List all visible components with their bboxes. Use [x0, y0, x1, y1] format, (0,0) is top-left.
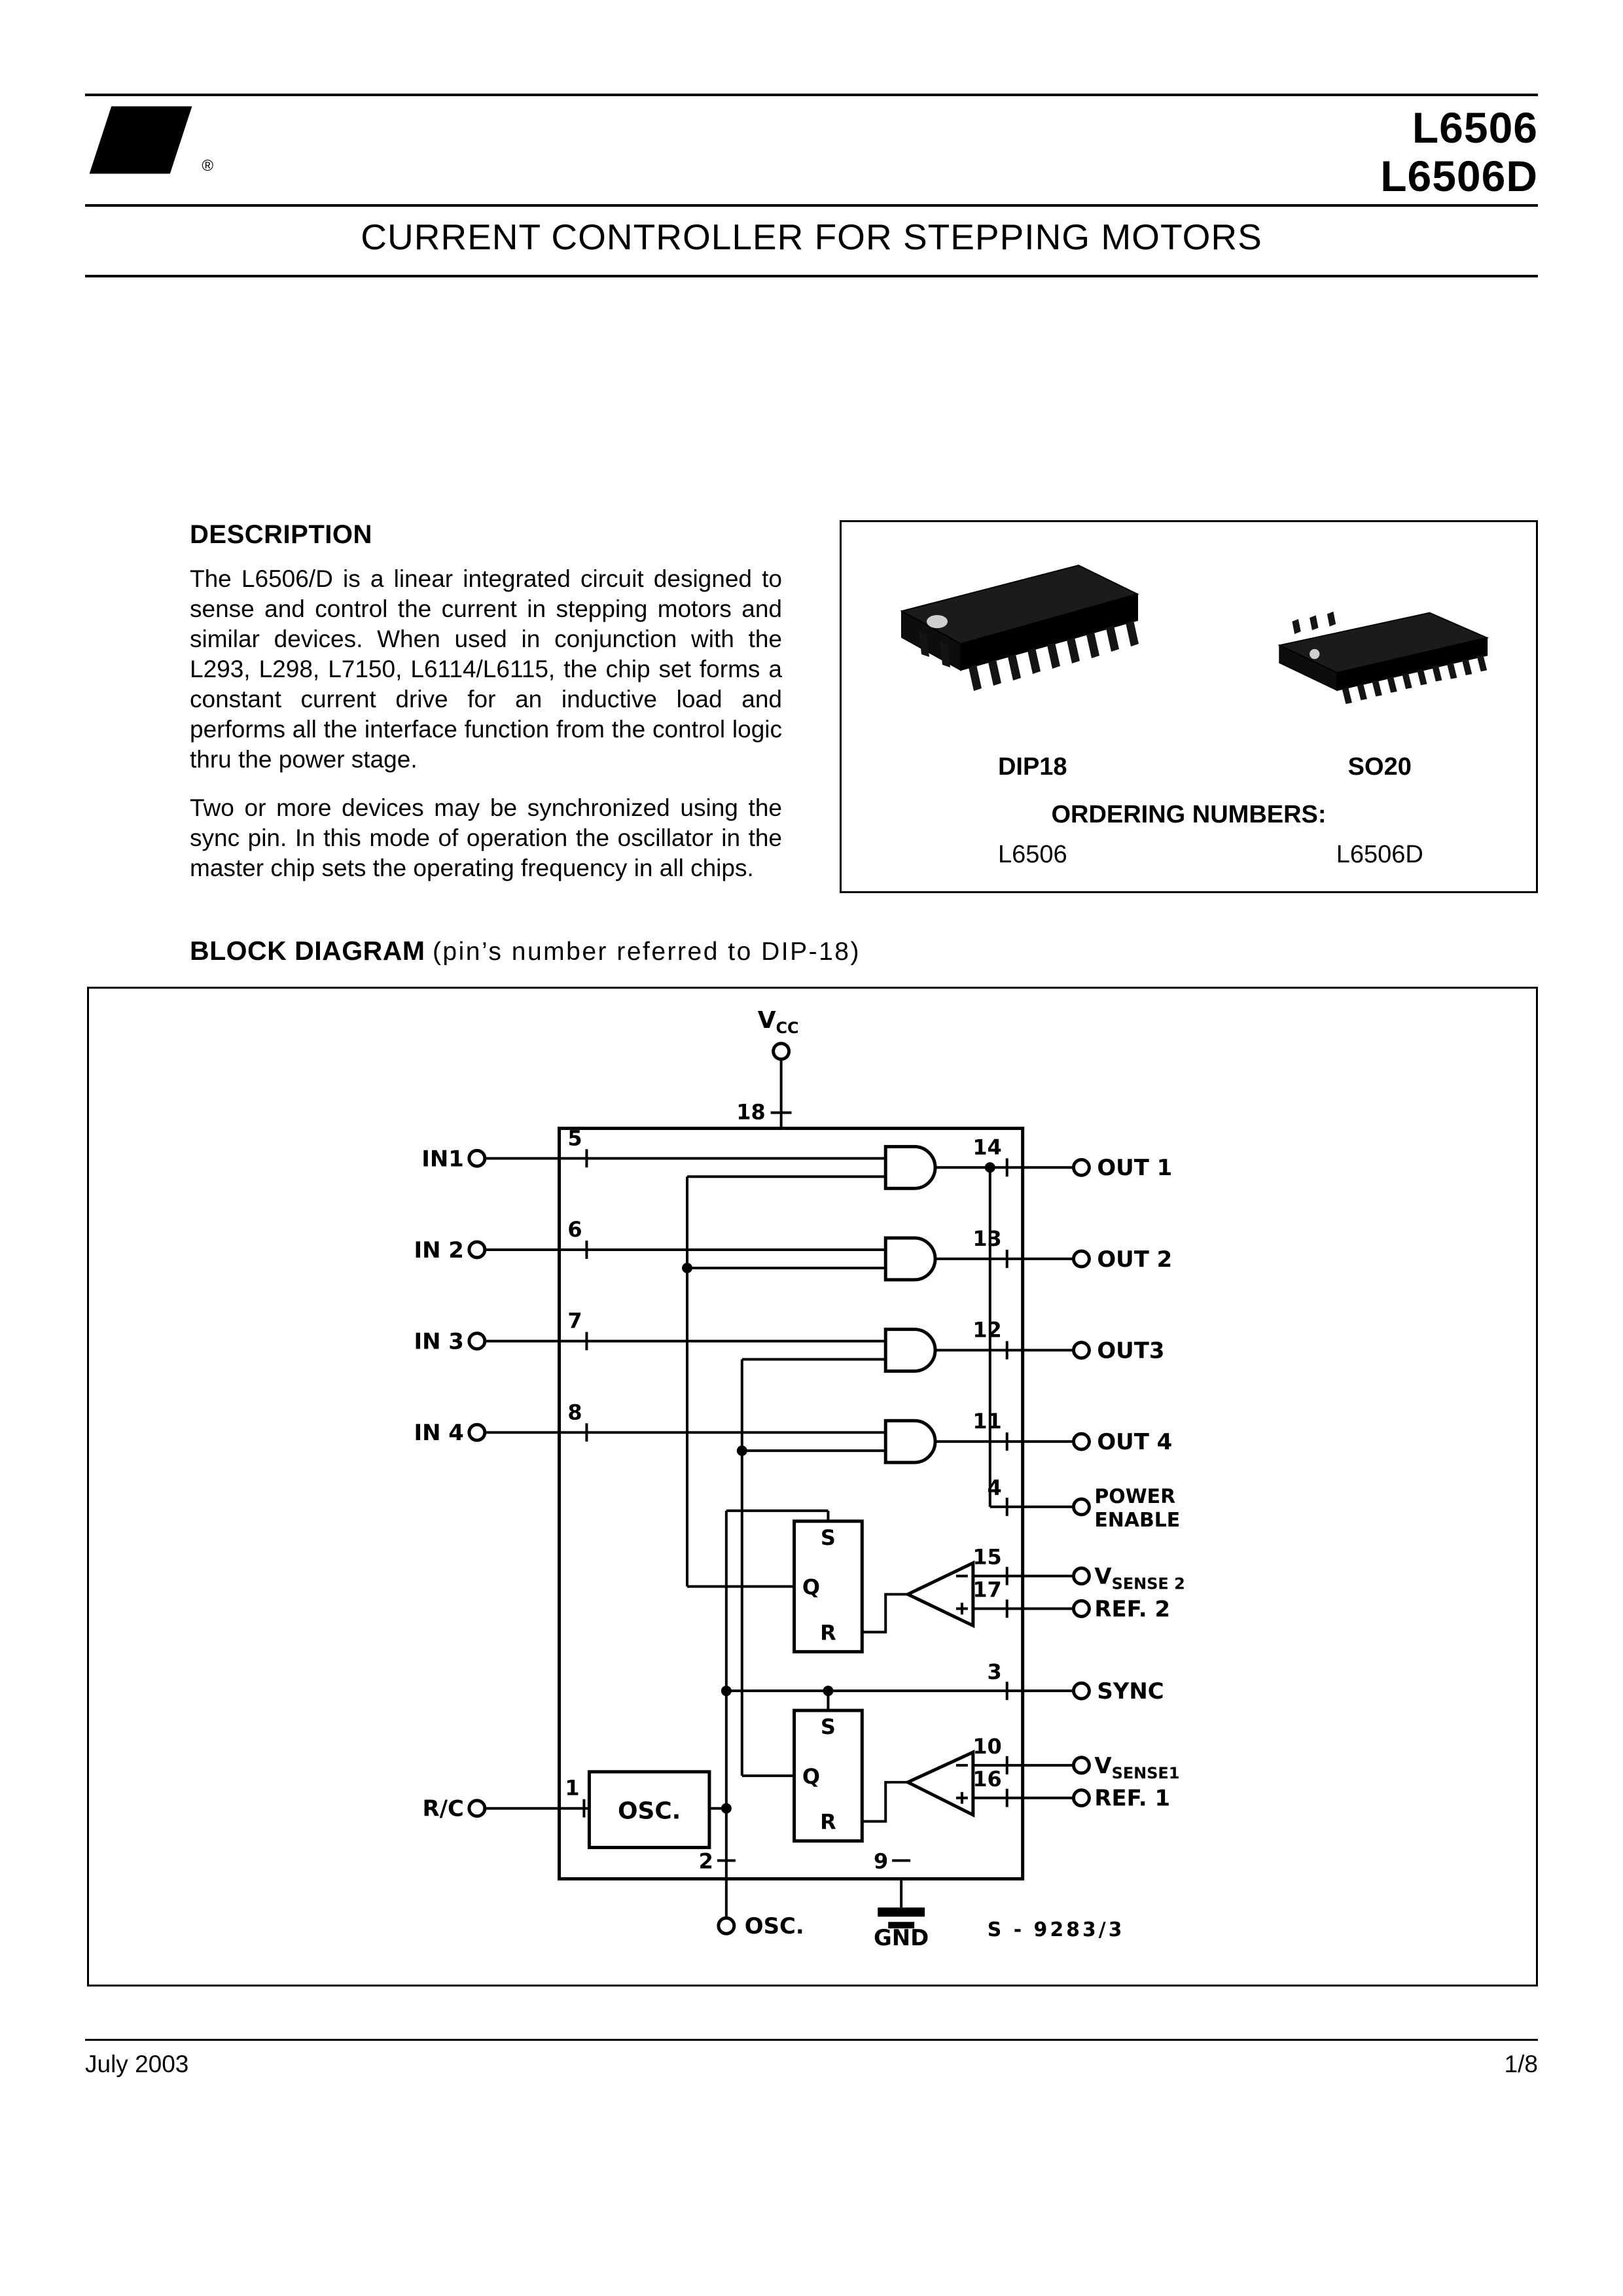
title-rule: [85, 275, 1538, 277]
footer: [85, 2051, 1538, 2078]
comparator-lower: [908, 1752, 973, 1815]
and-gates: [885, 1146, 935, 1462]
and-gate-2: [885, 1238, 935, 1280]
description-paragraph-1: The L6506/D is a linear integrated circuit designed to sense and control the current in stepping motors and similar devices. When used in conjunction with the L293, L298, L7150, L6114/L6115, the chip set forms a constant current drive for an inductive load and performs all the interface function from the control logic thru the power stage.: [190, 565, 782, 773]
diagram-code: S - 9283/3: [987, 1918, 1125, 1942]
rc-label: R/C: [422, 1795, 464, 1822]
ref1-label: REF. 1: [1094, 1785, 1171, 1811]
ordering-number-so: L6506D: [1336, 841, 1423, 868]
footer-date: July 2003: [85, 2051, 189, 2077]
pin-5: 5: [567, 1125, 582, 1151]
vcc-terminal: [774, 1044, 789, 1059]
out4-terminal: [1073, 1434, 1089, 1449]
pin-4: 4: [987, 1475, 1002, 1500]
ff1-q-label: Q: [802, 1574, 821, 1600]
so20-cell: [1224, 534, 1536, 753]
block-diagram-svg: [89, 989, 1536, 1985]
ff2-r-label: R: [820, 1809, 836, 1835]
power-enable-label-2: ENABLE: [1094, 1508, 1181, 1532]
package-labels: [842, 753, 1536, 781]
ordering-number-dip: L6506: [997, 841, 1067, 868]
top-rule: [85, 94, 1538, 96]
ff1-s-label: S: [820, 1525, 836, 1550]
block-diagram-heading: [190, 936, 861, 966]
out3-terminal: [1073, 1343, 1089, 1358]
in2-terminal: [469, 1242, 485, 1258]
pin-9: 9: [873, 1848, 889, 1874]
flipflop-1: [794, 1521, 863, 1651]
osc-terminal: [719, 1918, 734, 1934]
block-diagram-heading-bold: BLOCK DIAGRAM: [190, 936, 425, 966]
part-number-1: L6506: [1412, 103, 1538, 152]
in4-label: IN 4: [414, 1420, 464, 1446]
st-logo: [85, 103, 213, 177]
ordering-numbers-heading: ORDERING NUMBERS:: [1051, 801, 1327, 828]
description-column: [190, 520, 782, 902]
footer-page-number: 1/8: [1504, 2051, 1538, 2077]
ref2-terminal: [1073, 1601, 1089, 1617]
power-enable-label-1: POWER: [1094, 1485, 1176, 1508]
dip18-cell: [842, 534, 1224, 753]
header: [85, 103, 1538, 200]
registered-mark: ®: [202, 157, 213, 175]
flipflop-2: [794, 1710, 863, 1841]
in1-terminal: [469, 1150, 485, 1166]
vsense1-label: $V_{SENSE1}$: [1094, 1752, 1180, 1782]
block-diagram-box: [87, 987, 1538, 1987]
st-logo-image: [85, 103, 196, 177]
rc-terminal: [469, 1801, 485, 1816]
pin-10: 10: [972, 1733, 1002, 1759]
and-gate-1: [885, 1146, 935, 1188]
pin-2: 2: [698, 1848, 713, 1874]
package-drawings: [842, 534, 1536, 753]
description-heading: DESCRIPTION: [190, 520, 372, 549]
ordering-numbers: [842, 841, 1536, 869]
pin-13: 13: [972, 1226, 1002, 1251]
out1-terminal: [1073, 1159, 1089, 1175]
page-title: CURRENT CONTROLLER FOR STEPPING MOTORS: [361, 217, 1262, 257]
package-box: [840, 520, 1538, 893]
part-numbers: [1380, 103, 1538, 200]
pin-12: 12: [972, 1317, 1002, 1343]
dip18-label: DIP18: [997, 753, 1067, 781]
vsense2-terminal: [1073, 1568, 1089, 1584]
pin-7: 7: [567, 1308, 582, 1333]
out1-label: OUT 1: [1097, 1155, 1173, 1181]
pin-17: 17: [972, 1577, 1002, 1602]
out2-terminal: [1073, 1251, 1089, 1267]
ff1-r-label: R: [820, 1620, 836, 1646]
osc-out-label: OSC.: [744, 1913, 804, 1939]
and-gate-4: [885, 1421, 935, 1462]
in4-terminal: [469, 1424, 485, 1440]
and-gate-3: [885, 1330, 935, 1371]
ref2-label: REF. 2: [1094, 1596, 1171, 1622]
vcc-label: $V_{CC}$: [757, 1006, 799, 1037]
pin-1: 1: [565, 1775, 580, 1801]
sync-label: SYNC: [1097, 1678, 1164, 1704]
out4-label: OUT 4: [1097, 1429, 1173, 1455]
osc-block-label: OSC.: [617, 1797, 681, 1825]
gnd-label: GND: [873, 1925, 929, 1951]
vsense1-terminal: [1073, 1757, 1089, 1773]
description-paragraph-2: Two or more devices may be synchronized using the sync pin. In this mode of operation the oscillator in the master chip sets the operating frequency in all chips.: [190, 794, 782, 881]
osc-block: [589, 1772, 709, 1848]
header-rule: [85, 204, 1538, 207]
pin-8: 8: [567, 1400, 582, 1425]
st-logo-text: ST: [111, 116, 169, 165]
pin-3: 3: [987, 1659, 1002, 1685]
part-number-2: L6506D: [1380, 152, 1538, 200]
ref1-terminal: [1073, 1790, 1089, 1806]
sync-terminal: [1073, 1683, 1089, 1699]
pin-6: 6: [567, 1217, 582, 1243]
out2-label: OUT 2: [1097, 1246, 1173, 1272]
in2-label: IN 2: [414, 1237, 464, 1263]
ff2-q-label: Q: [802, 1763, 821, 1789]
in1-label: IN1: [421, 1146, 464, 1172]
so20-package-image: [1242, 593, 1517, 730]
dip18-package-image: [879, 539, 1186, 749]
pin-16: 16: [972, 1766, 1002, 1792]
vsense2-label: $V_{SENSE 2}$: [1094, 1563, 1185, 1593]
ff2-s-label: S: [820, 1714, 836, 1740]
in3-label: IN 3: [414, 1328, 464, 1354]
pin-18: 18: [736, 1099, 766, 1125]
power-enable-terminal: [1073, 1499, 1089, 1515]
pin-11: 11: [972, 1409, 1002, 1434]
in3-terminal: [469, 1333, 485, 1349]
pin-14: 14: [972, 1135, 1002, 1160]
out3-label: OUT3: [1097, 1337, 1165, 1364]
description-section: [190, 520, 1538, 902]
comparator-upper: [908, 1563, 973, 1626]
footer-rule: [85, 2039, 1538, 2041]
block-diagram-heading-note: (pin’s number referred to DIP-18): [432, 938, 861, 966]
so20-label: SO20: [1347, 753, 1412, 781]
pin-15: 15: [972, 1544, 1002, 1570]
